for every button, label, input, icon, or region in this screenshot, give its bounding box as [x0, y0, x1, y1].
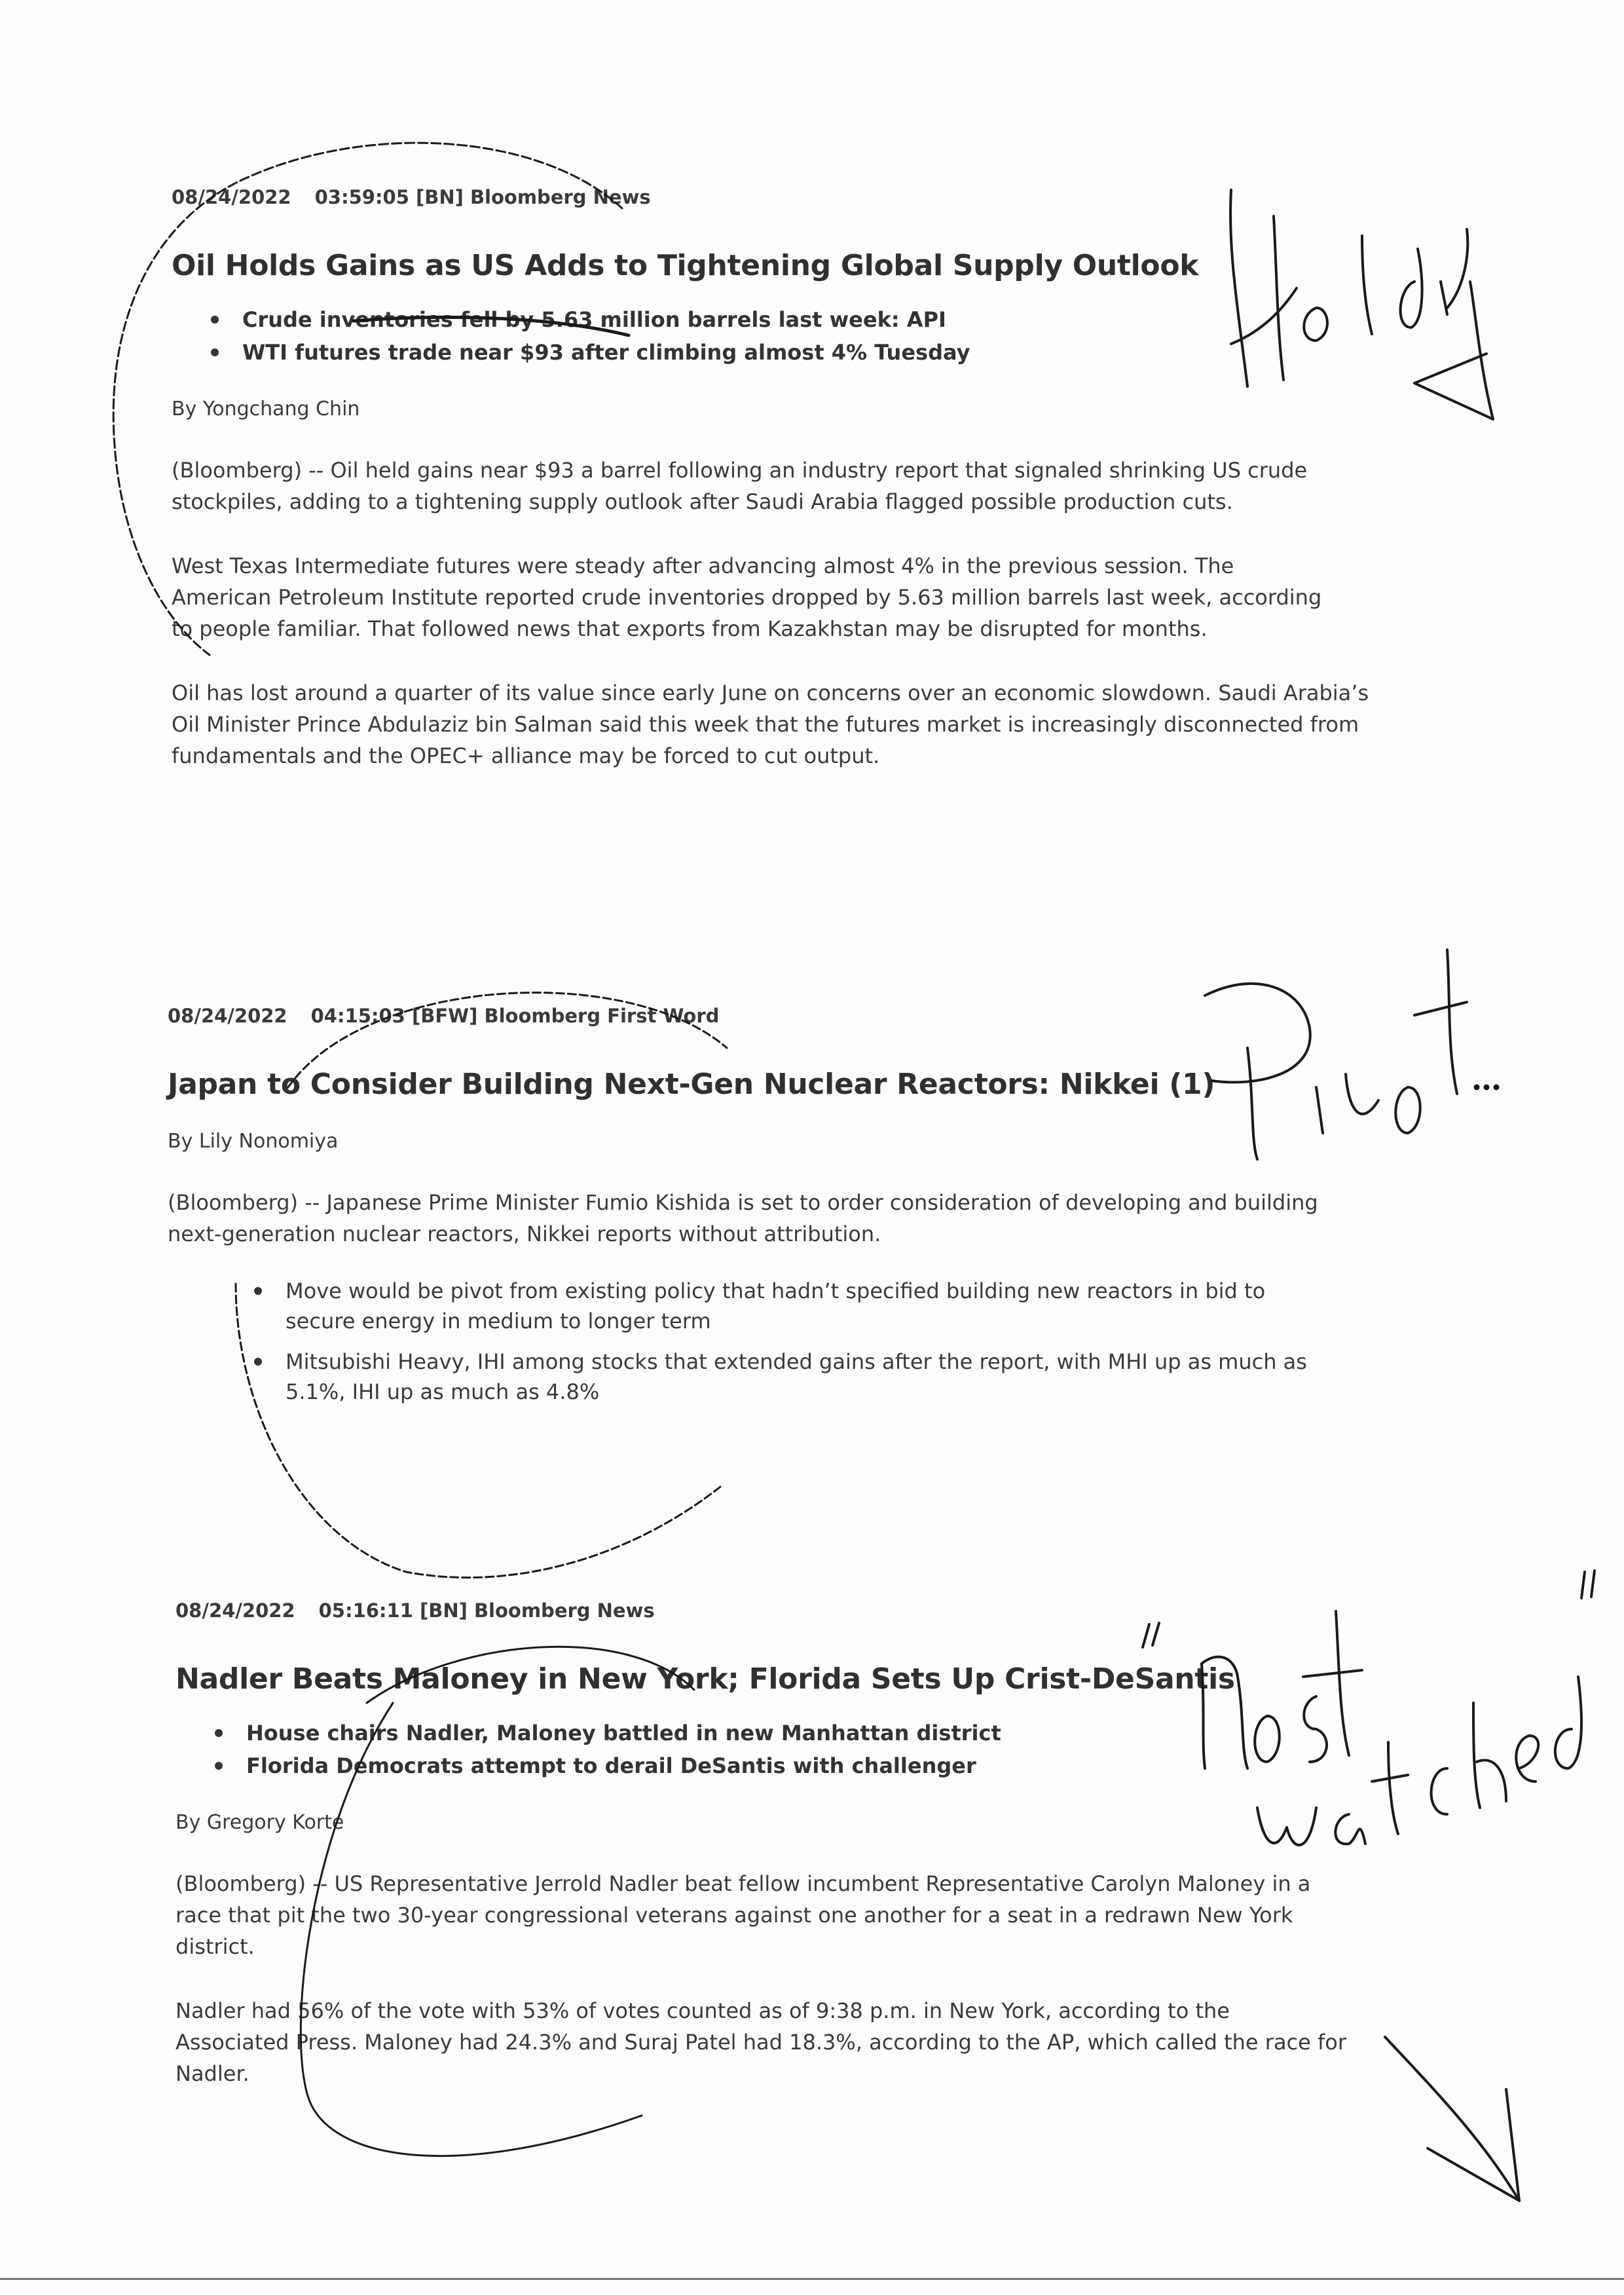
article-paragraph: (Bloomberg) -- Japanese Prime Minister Fumio Kishida is set to order consideration of developing and building next-generation nuclear reactors, Nikkei reports without attribution.	[168, 1190, 1318, 1246]
key-point: Mitsubishi Heavy, IHI among stocks that extended gains after the report, with MHI up as much as 5.1%, IHI up as much as 4.8%	[253, 1347, 1327, 1407]
article-byline: By Gregory Korte	[175, 1811, 344, 1834]
article-paragraph: West Texas Intermediate futures were steady after advancing almost 4% in the previous session. The American Petroleum Institute reported crude inventories dropped by 5.63 million barrels last week, according to people familiar. That followed news that exports from Kazakhstan may be disrupted for months.	[172, 553, 1322, 641]
article-paragraph: (Bloomberg) -- US Representative Jerrold Nadler beat fellow incumbent Representative Carolyn Maloney in a race that pit the two 30-year congressional veterans against one another for a seat in a redrawn New York district.	[175, 1871, 1311, 1959]
article-paragraph: Oil has lost around a quarter of its value since early June on concerns over an economic slowdown. Saudi Arabia’s Oil Minister Prince Abdulaziz bin Salman said this week that the futures market is increasingly disconnected from fundamentals and the OPEC+ alliance may be forced to cut output.	[172, 681, 1369, 768]
article-election	[175, 1599, 1420, 2089]
article-paragraph: (Bloomberg) -- Oil held gains near $93 a barrel following an industry report that signaled shrinking US crude stockpiles, adding to a tightening supply outlook after Saudi Arabia flagged possible production cuts.	[172, 458, 1308, 514]
article-key-points	[210, 303, 1416, 369]
key-point: Crude inventories fell by 5.63 million barrels last week: API	[210, 303, 1416, 336]
scan-edge-line	[0, 2278, 1624, 2280]
article-time-source: 05:16:11 [BN] Bloomberg News	[318, 1599, 655, 1622]
article-meta	[168, 1005, 1412, 1027]
article-date: 08/24/2022	[172, 186, 291, 208]
article-oil	[172, 186, 1416, 772]
article-byline: By Yongchang Chin	[172, 398, 360, 420]
article-key-points	[253, 1276, 1327, 1407]
key-point: WTI futures trade near $93 after climbing almost 4% Tuesday	[210, 336, 1416, 369]
article-date: 08/24/2022	[168, 1005, 287, 1027]
article-byline: By Lily Nonomiya	[168, 1130, 339, 1153]
key-point: Florida Democrats attempt to derail DeSantis with challenger	[213, 1749, 1420, 1782]
article-meta	[175, 1599, 1420, 1622]
article-time-source: 03:59:05 [BN] Bloomberg News	[314, 186, 651, 208]
article-meta	[172, 186, 1416, 208]
article-paragraph: Nadler had 56% of the vote with 53% of votes counted as of 9:38 p.m. in New York, according to the Associated Press. Maloney had 24.3% and Suraj Patel had 18.3%, according to the AP, which called the race for Nadler.	[175, 1998, 1346, 2086]
article-nuclear	[168, 1005, 1412, 1417]
key-point: Move would be pivot from existing policy that hadn’t specified building new reactors in bid to secure energy in medium to longer term	[253, 1276, 1327, 1336]
article-headline: Japan to Consider Building Next-Gen Nuclear Reactors: Nikkei (1)	[168, 1068, 1215, 1101]
article-headline: Oil Holds Gains as US Adds to Tightening Global Supply Outlook	[172, 249, 1199, 282]
article-headline: Nadler Beats Maloney in New York; Florida Sets Up Crist-DeSantis	[175, 1662, 1235, 1696]
article-time-source: 04:15:03 [BFW] Bloomberg First Word	[310, 1005, 720, 1027]
article-key-points	[213, 1717, 1420, 1782]
article-date: 08/24/2022	[175, 1599, 295, 1622]
key-point: House chairs Nadler, Maloney battled in new Manhattan district	[213, 1717, 1420, 1749]
